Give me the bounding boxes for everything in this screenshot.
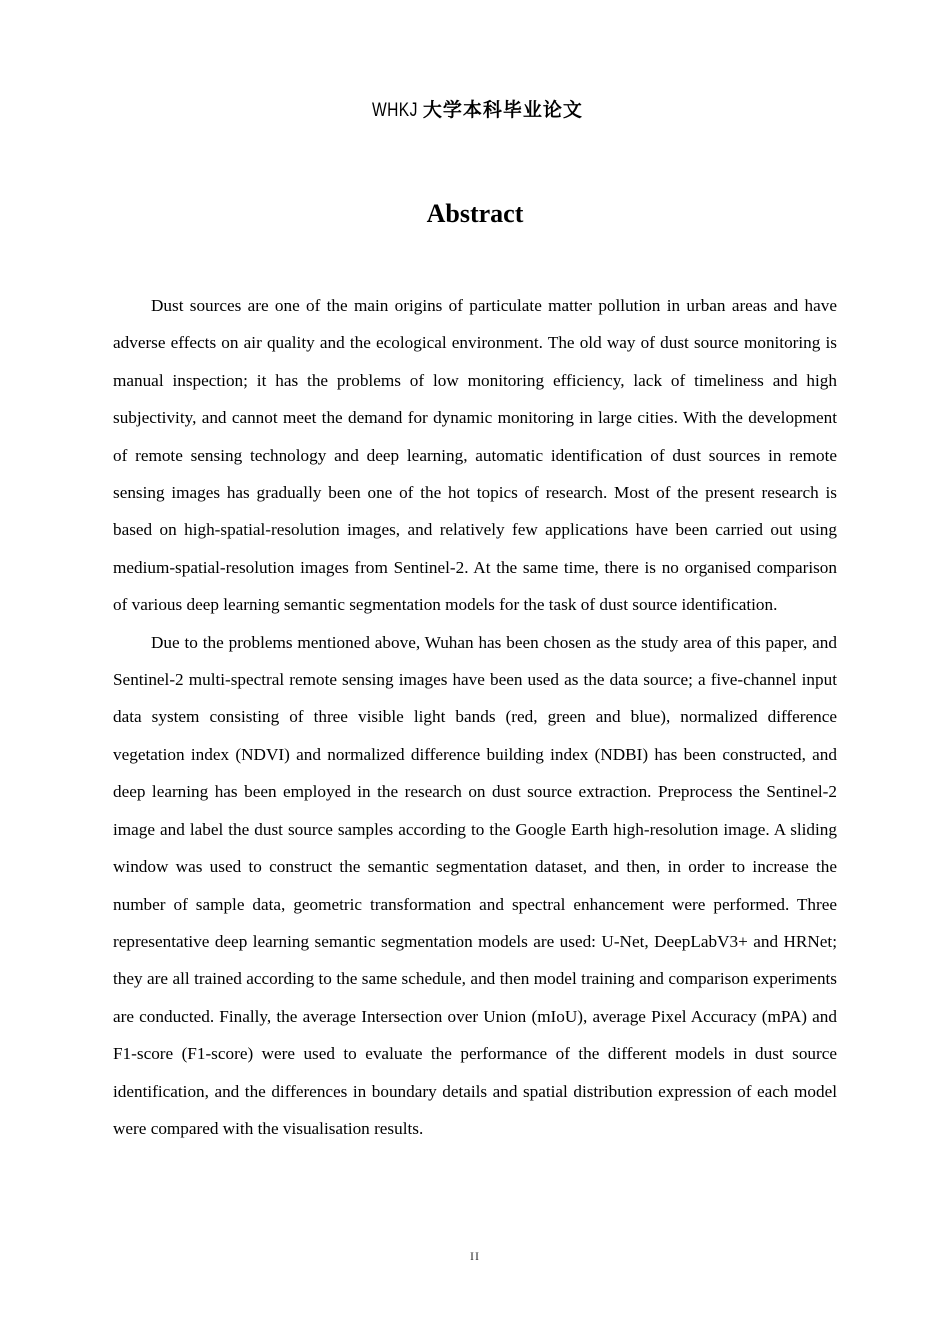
page-title: Abstract <box>426 199 524 228</box>
abstract-paragraph-2: Due to the problems mentioned above, Wuhan has been chosen as the study area of this paper, and Sentinel-2 multi-spectral remote sensing images have been used as the data source; a five-channel input data system consisting of three visible light bands (red, green and blue), normalized difference vegetation index (NDVI) and normalized difference building index (NDBI) has been constructed, and deep learning has been employed in the research on dust source extraction. Preprocess the Sentinel-2 image and label the dust source samples according to the Google Earth high-resolution image. A sliding window was used to construct the semantic segmentation dataset, and then, in order to increase the number of sample data, geometric transformation and spectral enhancement were performed. Three representative deep learning semantic segmentation models are used: U-Net, DeepLabV3+ and HRNet; they are all trained according to the same schedule, and then model training and comparison experiments are conducted. Finally, the average Intersection over Union (mIoU), average Pixel Accuracy (mPA) and F1-score (F1-score) were used to evaluate the performance of the different models in dust source identification, and the differences in boundary details and spatial distribution expression of each model were compared with the visualisation results. <box>113 632 837 1138</box>
page-number: II <box>470 1249 480 1263</box>
abstract-body <box>113 287 837 1147</box>
abstract-paragraph-1: Dust sources are one of the main origins of particulate matter pollution in urban areas and have adverse effects on air quality and the ecological environment. The old way of dust source monitoring is manual inspection; it has the problems of low monitoring efficiency, lack of timeliness and high subjectivity, and cannot meet the demand for dynamic monitoring in large cities. With the development of remote sensing technology and deep learning, automatic identification of dust sources in remote sensing images has gradually been one of the hot topics of research. Most of the present research is based on high-spatial-resolution images, and relatively few applications have been carried out using medium-spatial-resolution images from Sentinel-2. At the same time, there is no organised comparison of various deep learning semantic segmentation models for the task of dust source identification. <box>113 296 837 615</box>
running-header-latin: WHKJ <box>372 100 418 121</box>
running-header <box>0 96 950 125</box>
running-header-cjk: 大学本科毕业论文 <box>422 99 583 121</box>
